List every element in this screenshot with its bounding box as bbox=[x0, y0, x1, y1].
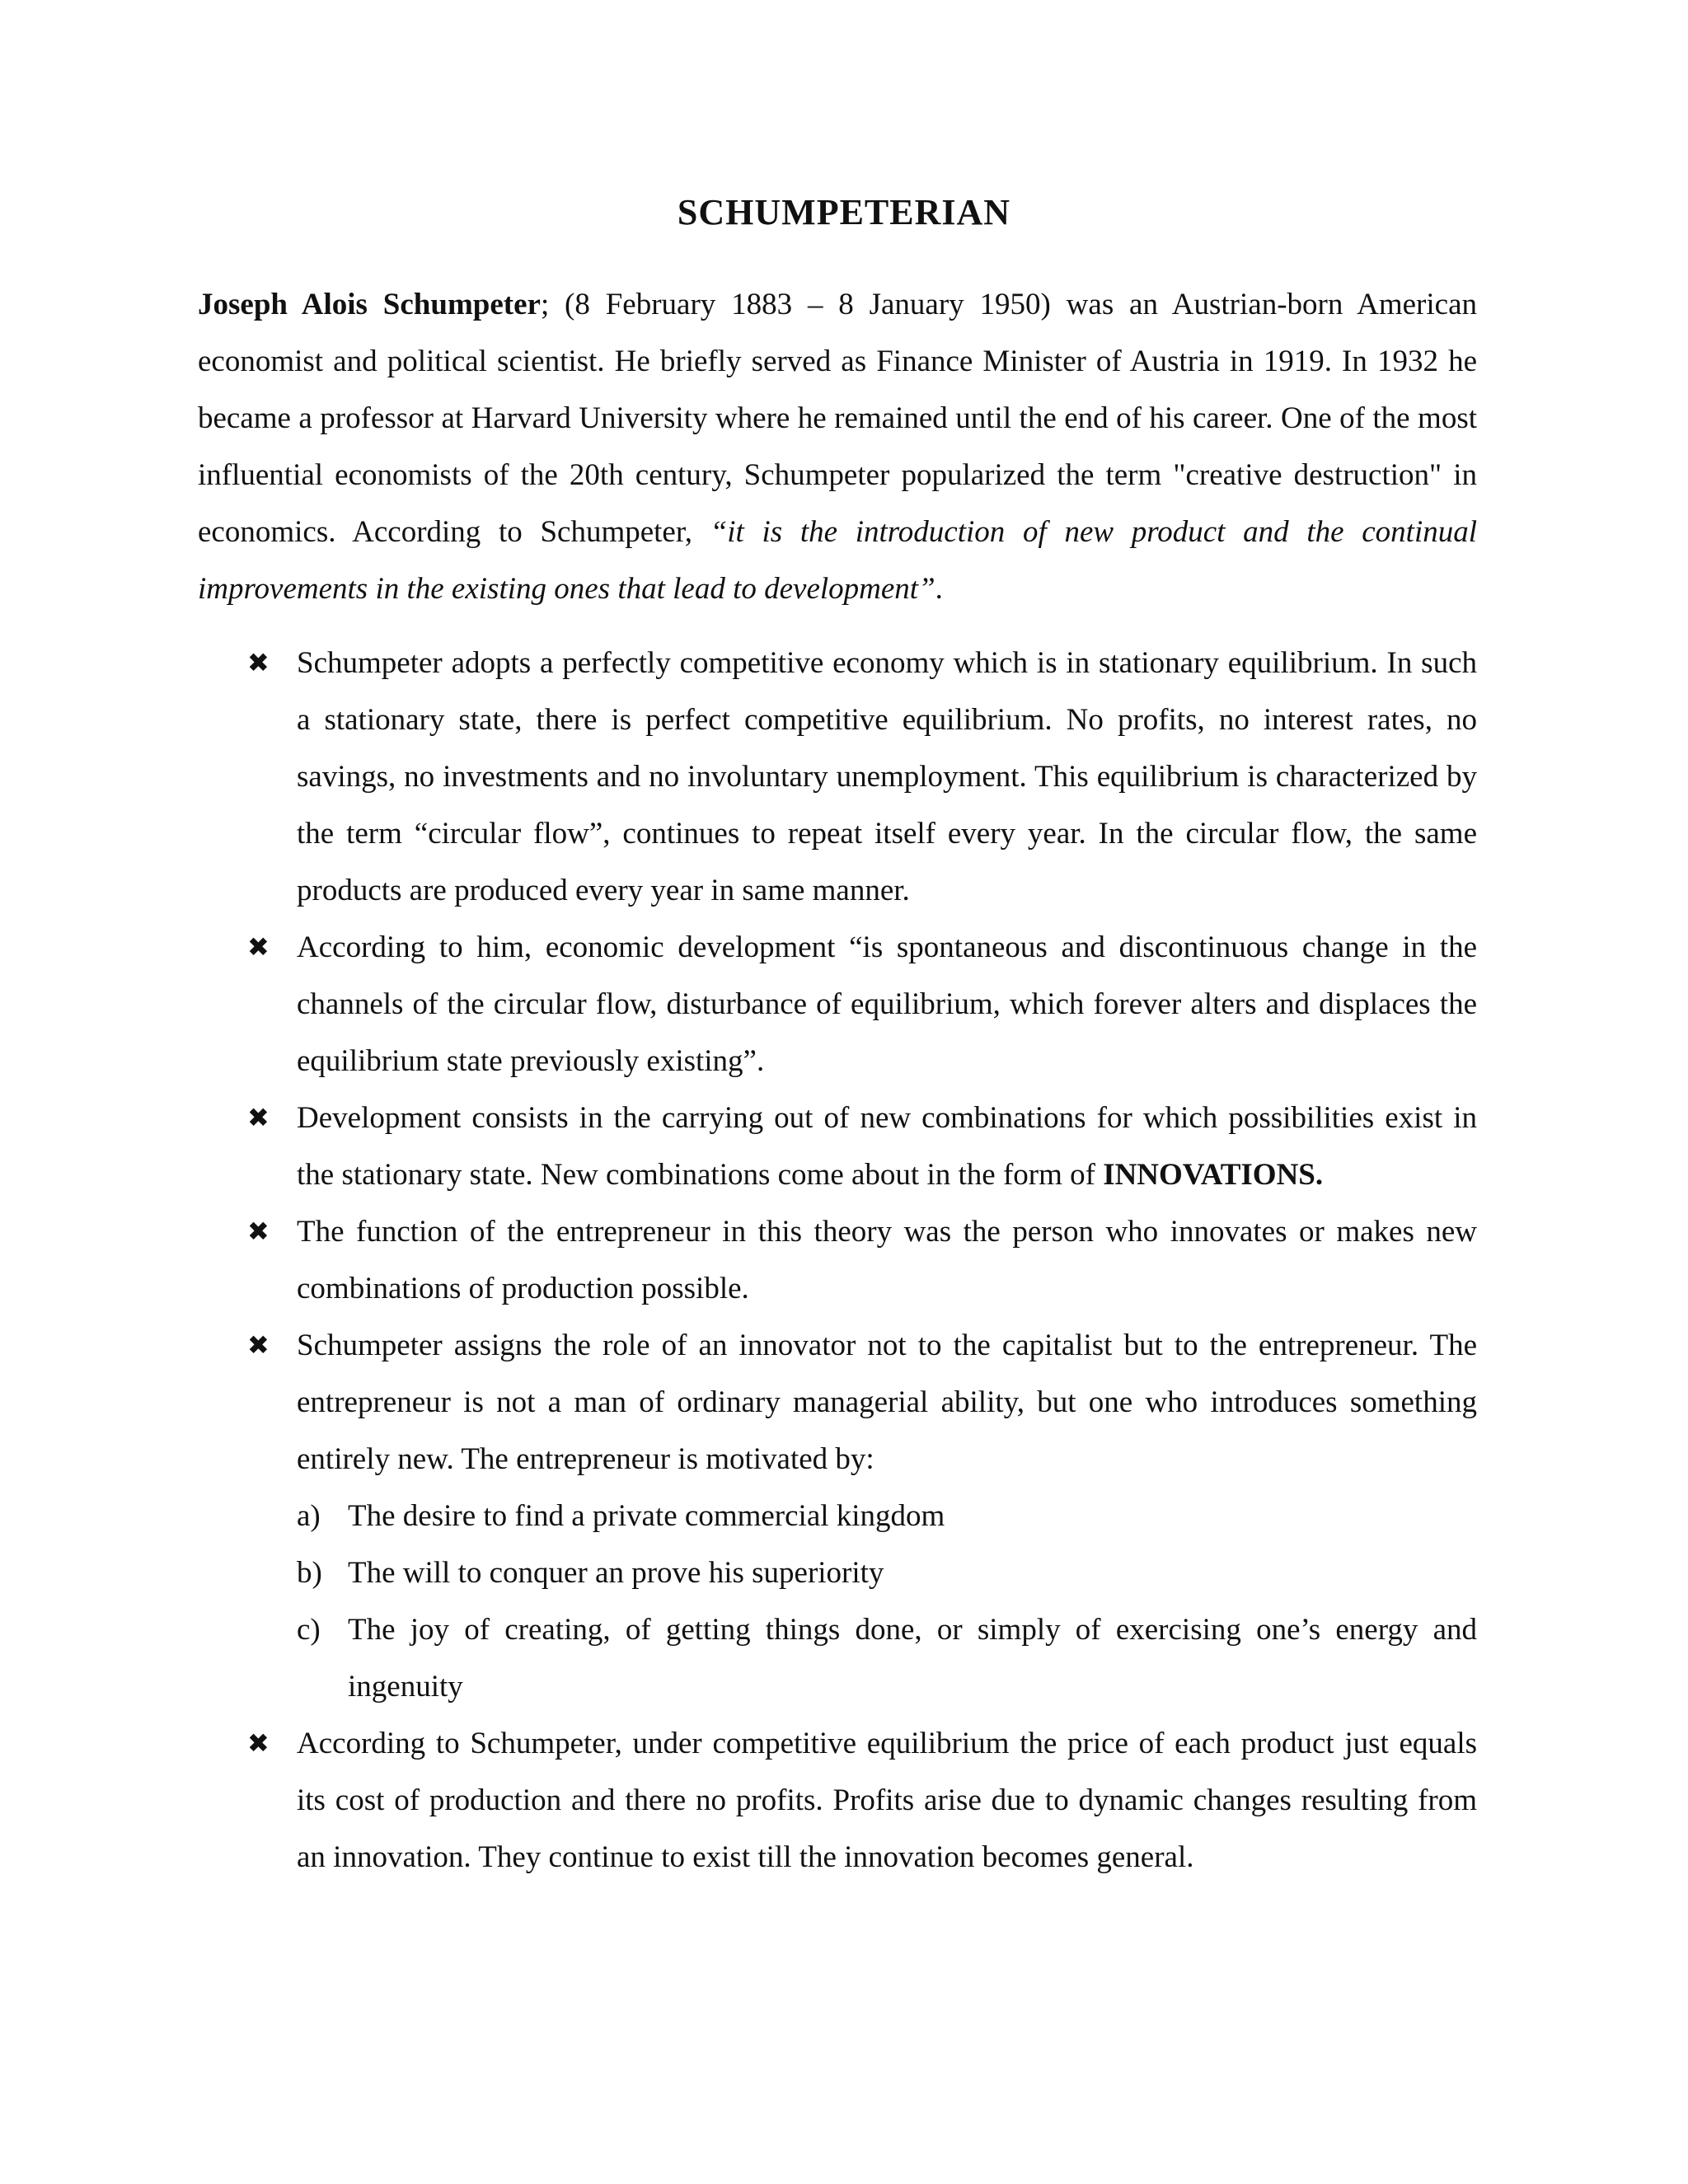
motivation-item bbox=[297, 1488, 1477, 1544]
intro-text: ; (8 February 1883 – 8 January 1950) was an Austrian-born American economist and political scientist. He briefly served as Finance Minister of Austria in 1919. In 1932 he became a professor at Harvard University where he remained until the end of his career. One of the most influential economists of the 20th century, Schumpeter popularized the term "creative destruction" in economics. According to Schumpeter, bbox=[198, 288, 1477, 549]
motivation-letter: b) bbox=[297, 1556, 322, 1590]
bullet-item bbox=[198, 1203, 1477, 1317]
bullet-text: Schumpeter assigns the role of an innovator not to the capitalist but to the entrepreneur. The entrepreneur is not a man of ordinary managerial ability, but one who introduces something entirely new. The entrepreneur is motivated by: bbox=[297, 1329, 1477, 1476]
page-title: SCHUMPETERIAN bbox=[677, 192, 1011, 232]
bullet-item bbox=[198, 919, 1477, 1090]
motivation-letter: a) bbox=[297, 1499, 321, 1533]
x-mark-icon: ✖ bbox=[247, 1727, 270, 1759]
bullet-text: Development consists in the carrying out of new combinations for which possibilities exist in the stationary state. New combinations come about in the form of bbox=[297, 1101, 1477, 1192]
intro-end: . bbox=[935, 572, 943, 606]
motivation-item bbox=[297, 1601, 1477, 1715]
bullet-item bbox=[198, 1090, 1477, 1203]
x-mark-icon: ✖ bbox=[247, 1102, 270, 1133]
bullet-text: According to Schumpeter, under competitive equilibrium the price of each product just equals its cost of production and there no profits. Profits arise due to dynamic changes resulting from an innovation. They continue to exist till the innovation becomes general. bbox=[297, 1727, 1477, 1874]
bullet-list bbox=[198, 635, 1477, 1886]
x-mark-icon: ✖ bbox=[247, 647, 270, 678]
motivation-list bbox=[297, 1488, 1477, 1715]
motivation-text: The will to conquer an prove his superiority bbox=[348, 1556, 884, 1590]
bullet-bold-term: INNOVATIONS. bbox=[1103, 1158, 1324, 1192]
motivation-text: The desire to find a private commercial kingdom bbox=[348, 1499, 945, 1533]
bullet-item bbox=[198, 1317, 1477, 1715]
intro-quote: “it is the introduction of new product and the continual improvements in the existing ones that lead to development” bbox=[198, 515, 1477, 606]
intro-name: Joseph Alois Schumpeter bbox=[198, 288, 541, 321]
bullet-text: Schumpeter adopts a perfectly competitive economy which is in stationary equilibrium. In such a stationary state, there is perfect competitive equilibrium. No profits, no interest rates, no savings, no investments and no involuntary unemployment. This equilibrium is characterized by the term “circular flow”, continues to repeat itself every year. In the circular flow, the same products are produced every year in same manner. bbox=[297, 646, 1477, 907]
bullet-text: The function of the entrepreneur in this theory was the person who innovates or makes new combinations of production possible. bbox=[297, 1215, 1477, 1305]
motivation-text: The joy of creating, of getting things done, or simply of exercising one’s energy and ingenuity bbox=[348, 1613, 1477, 1704]
bullet-item bbox=[198, 635, 1477, 919]
x-mark-icon: ✖ bbox=[247, 1216, 270, 1247]
motivation-item bbox=[297, 1544, 1477, 1601]
bullet-text: According to him, economic development “is spontaneous and discontinuous change in the channels of the circular flow, disturbance of equilibrium, which forever alters and displaces the equilibrium state previously existing”. bbox=[297, 930, 1477, 1078]
motivation-letter: c) bbox=[297, 1613, 321, 1647]
x-mark-icon: ✖ bbox=[247, 1329, 270, 1361]
x-mark-icon: ✖ bbox=[247, 931, 270, 963]
bullet-item bbox=[198, 1715, 1477, 1886]
intro-paragraph bbox=[198, 276, 1477, 617]
